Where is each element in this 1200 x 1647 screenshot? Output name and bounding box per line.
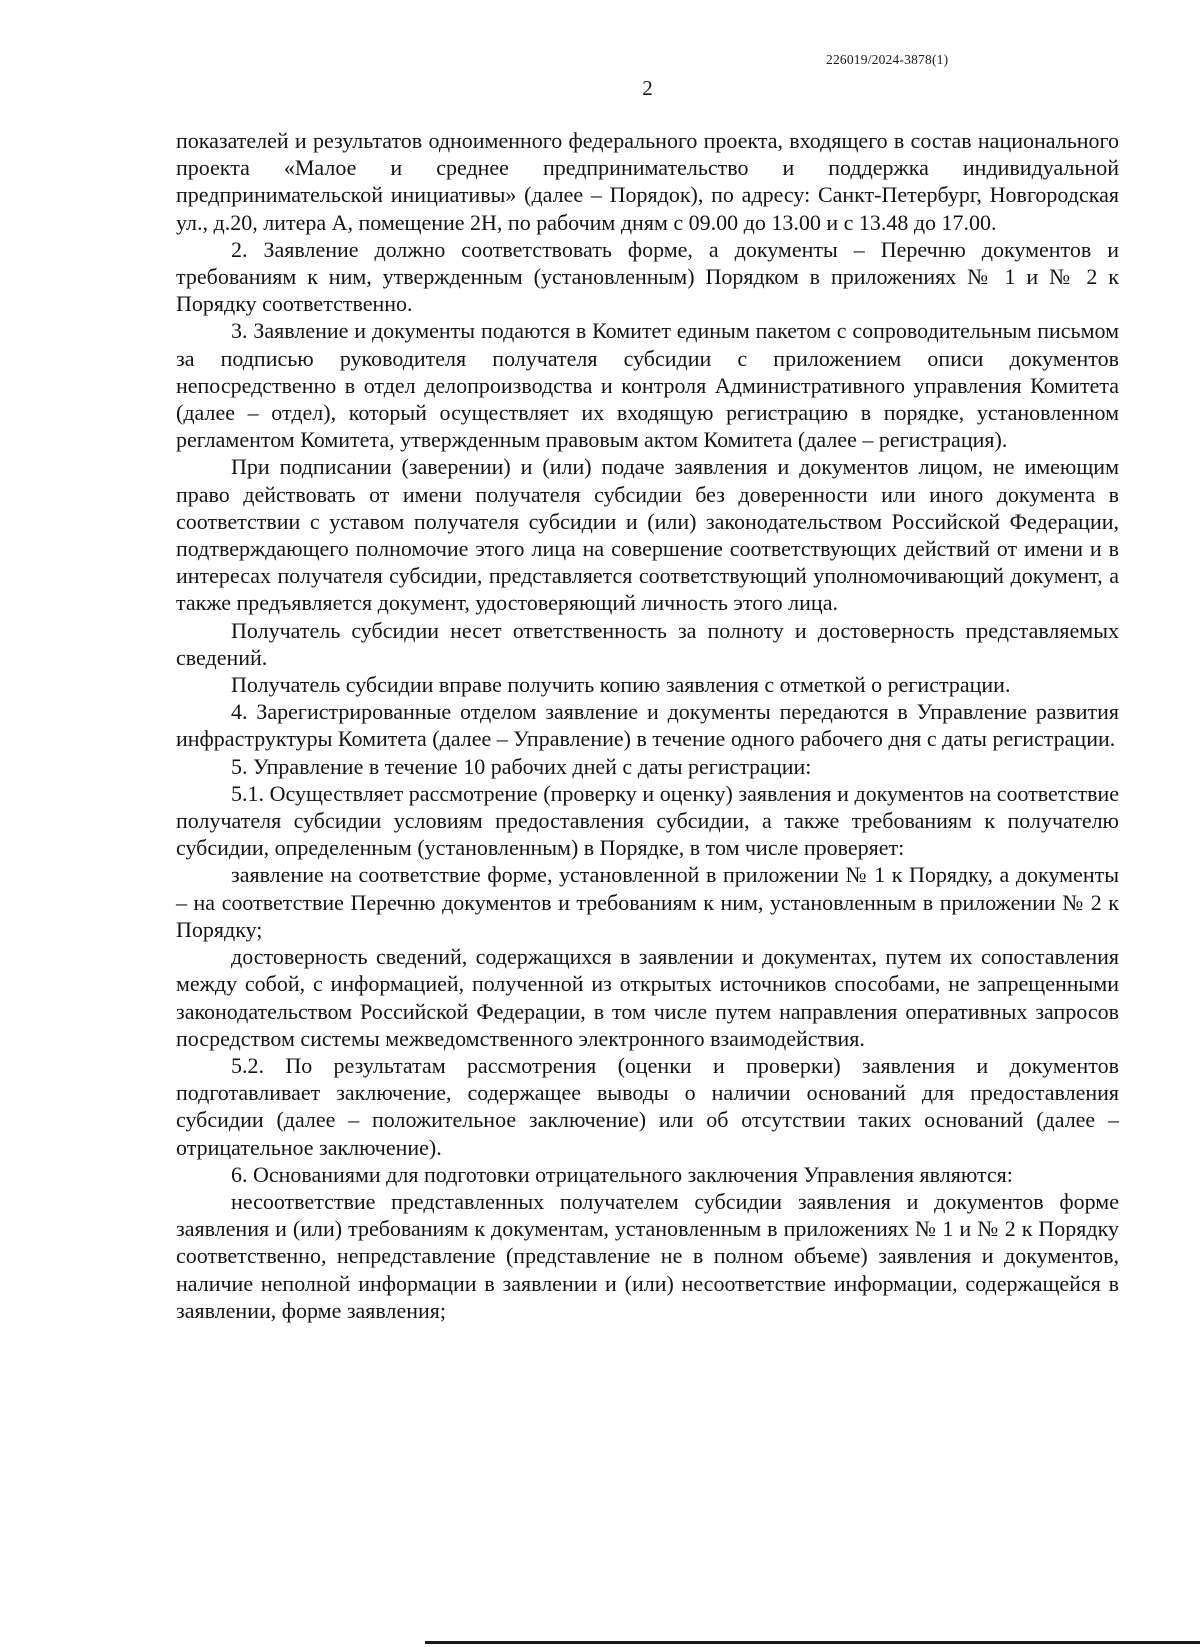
document-body bbox=[176, 127, 1119, 1324]
paragraph-form-check: заявление на соответствие форме, установленной в приложении № 1 к Порядку, а документы – на соответствие Перечню документов и требованиям к ним, установленным в приложении № 2 к Порядку; bbox=[176, 862, 1119, 942]
paragraph-item-5: 5. Управление в течение 10 рабочих дней с даты регистрации: bbox=[231, 753, 812, 779]
paragraph-responsibility: Получатель субсидии несет ответственность за полноту и достоверность представляемых сведений. bbox=[176, 617, 1119, 670]
paragraph-item-6: 6. Основаниями для подготовки отрицательного заключения Управления являются: bbox=[231, 1161, 1013, 1187]
paragraph-continuation: показателей и результатов одноименного федерального проекта, входящего в состав национального проекта «Малое и среднее предпринимательство и поддержка индивидуальной предпринимательской инициативы» (далее – Порядок), по адресу: Санкт-Петербург, Новгородская ул., д.20, литера А, помещение 2Н, по рабочим дням с 09.00 до 13.00 и с 13.48 до 17.00. bbox=[176, 128, 1119, 235]
paragraph-item-5-2: 5.2. По результатам рассмотрения (оценки и проверки) заявления и документов подготавливает заключение, содержащее выводы о наличии оснований для предоставления субсидии (далее – положительное заключение) или об отсутствии таких оснований (далее – отрицательное заключение). bbox=[176, 1052, 1119, 1160]
paragraph-reliability-check: достоверность сведений, содержащихся в заявлении и документах, путем их сопоставления между собой, с информацией, полученной из открытых источников способами, не запрещенными законодательством Российской Федерации, в том числе путем направления оперативных запросов посредством системы межведомственного электронного взаимодействия. bbox=[176, 944, 1119, 1051]
page-number: 2 bbox=[642, 76, 653, 100]
paragraph-item-5-1: 5.1. Осуществляет рассмотрение (проверку и оценку) заявления и документов на соответствие получателя субсидии условиям предоставления субсидии, а также требованиям к получателю субсидии, определенным (установленным) в Порядке, в том числе проверяет: bbox=[176, 780, 1119, 861]
paragraph-item-2: 2. Заявление должно соответствовать форме, а документы – Перечню документов и требованиям к ним, утвержденным (установленным) Порядком в приложениях № 1 и № 2 к Порядку соответственно. bbox=[176, 236, 1119, 317]
paragraph-signing-by-proxy: При подписании (заверении) и (или) подаче заявления и документов лицом, не имеющим право действовать от имени получателя субсидии без доверенности или иного документа в соответствии с уставом получателя субсидии и (или) законодательством Российской Федерации, подтверждающего полномочие этого лица на совершение соответствующих действий от имени и в интересах получателя субсидии, представляется соответствующий уполномочивающий документ, а также предъявляется документ, удостоверяющий личность этого лица. bbox=[176, 454, 1119, 616]
paragraph-item-3: 3. Заявление и документы подаются в Комитет единым пакетом с сопроводительным письмом за подписью руководителя получателя субсидии с приложением описи документов непосредственно в отдел делопроизводства и контроля Административного управления Комитета (далее – отдел), который осуществляет их входящую регистрацию в порядке, установленном регламентом Комитета, утвержденным правовым актом Комитета (далее – регистрация). bbox=[176, 318, 1119, 453]
paragraph-nonconformity: несоответствие представленных получателем субсидии заявления и документов форме заявления и (или) требованиям к документам, установленным в приложениях № 1 и № 2 к Порядку соответственно, непредставление (представление не в полном объеме) заявления и документов, наличие неполной информации в заявлении и (или) несоответствие информации, содержащейся в заявлении, форме заявления; bbox=[176, 1188, 1119, 1323]
scan-edge-line bbox=[425, 1641, 1200, 1644]
paragraph-copy-right: Получатель субсидии вправе получить копию заявления с отметкой о регистрации. bbox=[231, 672, 1011, 698]
document-registration-number: 226019/2024-3878(1) bbox=[826, 52, 949, 67]
paragraph-item-4: 4. Зарегистрированные отделом заявление и документы передаются в Управление развития инфраструктуры Комитета (далее – Управление) в течение одного рабочего дня с даты регистрации. bbox=[176, 699, 1119, 752]
